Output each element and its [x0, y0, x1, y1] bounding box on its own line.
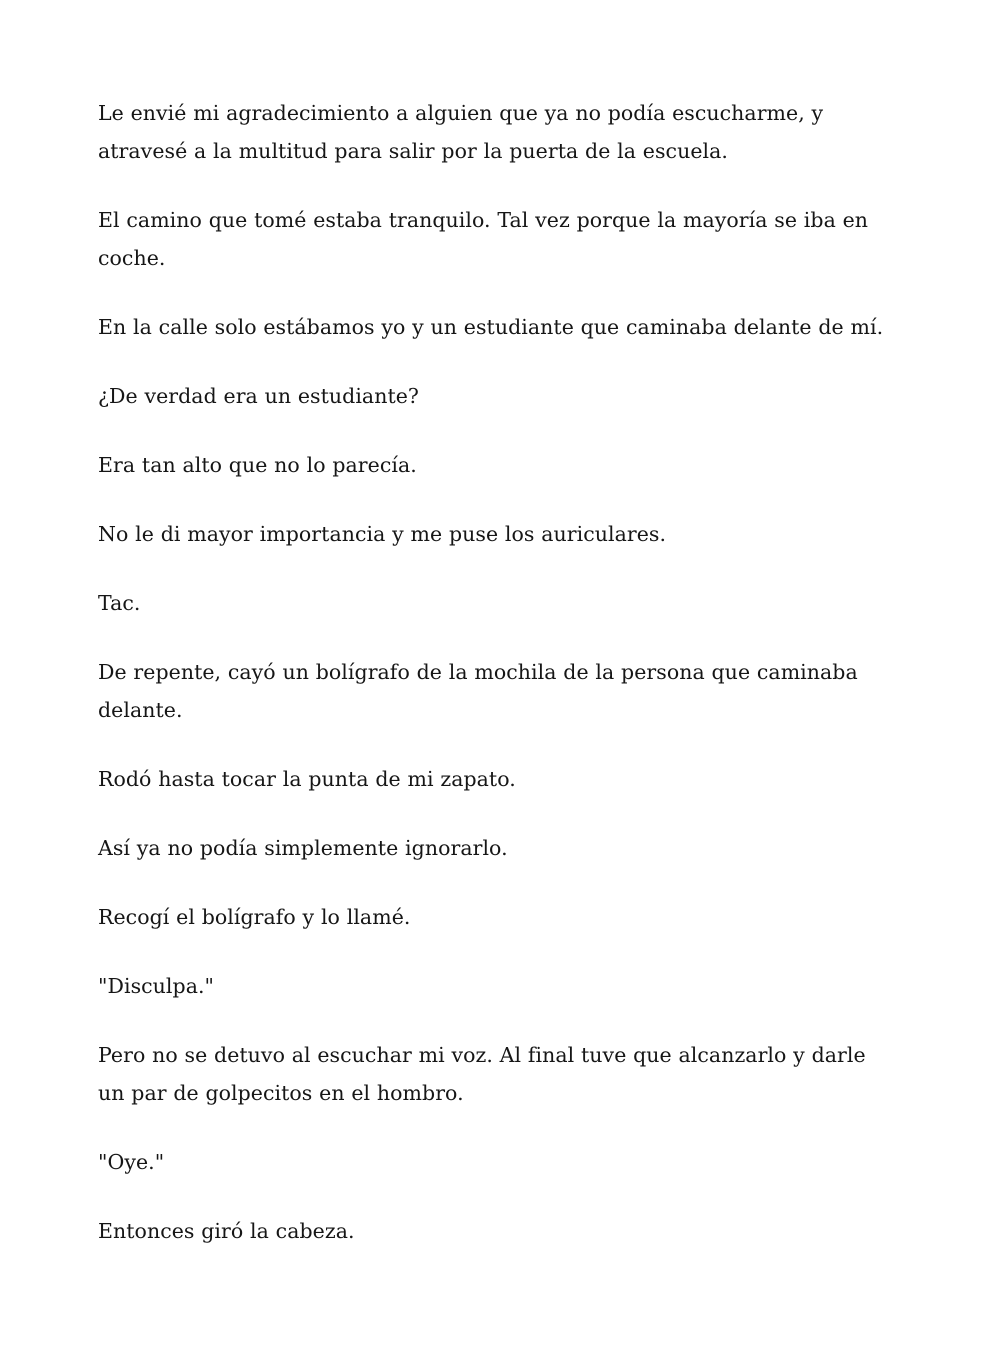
- paragraph: Así ya no podía simplemente ignorarlo.: [98, 836, 508, 860]
- paragraph: Pero no se detuvo al escuchar mi voz. Al final tuve que alcanzarlo y darle un par de golpecitos en el hombro.: [98, 1043, 866, 1105]
- paragraph: Era tan alto que no lo parecía.: [98, 453, 417, 477]
- paragraph: No le di mayor importancia y me puse los auriculares.: [98, 522, 667, 546]
- paragraph: En la calle solo estábamos yo y un estudiante que caminaba delante de mí.: [98, 315, 884, 339]
- paragraph: Rodó hasta tocar la punta de mi zapato.: [98, 767, 516, 791]
- paragraph: El camino que tomé estaba tranquilo. Tal vez porque la mayoría se iba en coche.: [98, 208, 869, 270]
- paragraph: Entonces giró la cabeza.: [98, 1219, 355, 1243]
- paragraph: "Oye.": [98, 1150, 165, 1174]
- paragraph: Tac.: [98, 591, 141, 615]
- paragraph: De repente, cayó un bolígrafo de la mochila de la persona que caminaba delante.: [98, 660, 858, 722]
- paragraph: Le envié mi agradecimiento a alguien que ya no podía escucharme, y atravesé a la multitud para salir por la puerta de la escuela.: [98, 101, 824, 163]
- document-body: [98, 94, 898, 1250]
- paragraph: Recogí el bolígrafo y lo llamé.: [98, 905, 411, 929]
- paragraph: ¿De verdad era un estudiante?: [98, 384, 419, 408]
- paragraph: "Disculpa.": [98, 974, 215, 998]
